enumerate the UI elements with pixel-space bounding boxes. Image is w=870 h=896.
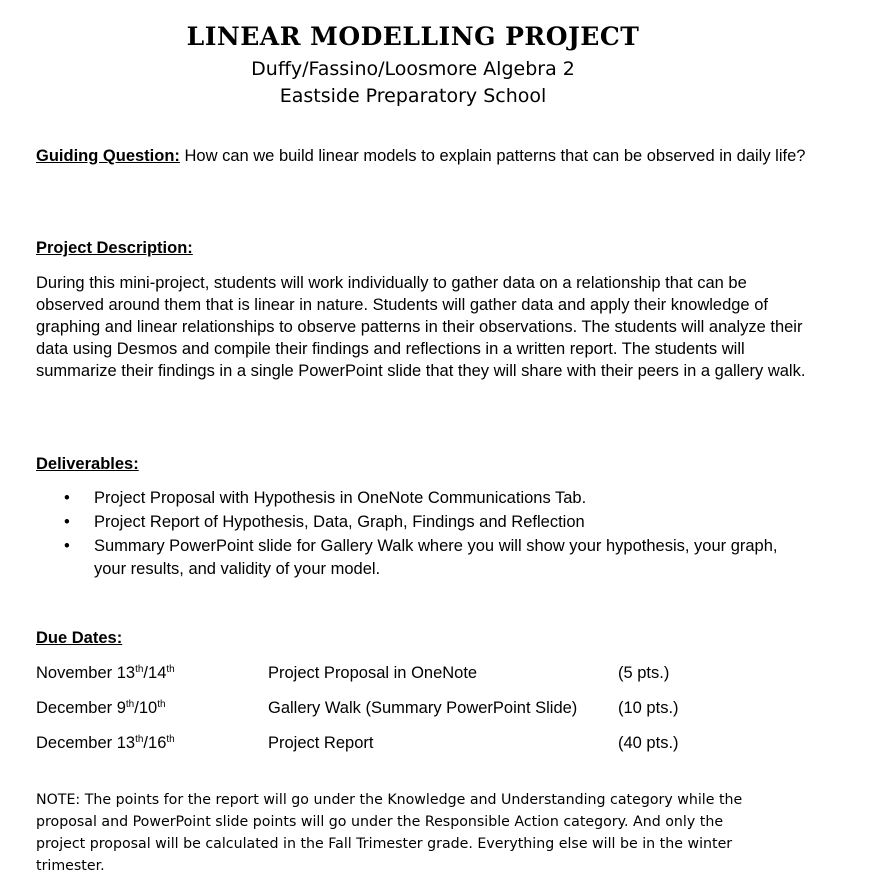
due-dates-heading xyxy=(36,627,806,649)
guiding-question-label: Guiding Question: xyxy=(36,147,180,165)
document-title: LINEAR MODELLING PROJECT xyxy=(186,22,640,51)
list-item xyxy=(36,535,796,580)
due-points: (10 pts.) xyxy=(618,699,679,717)
bullet-icon: • xyxy=(64,489,70,507)
due-date: December 13th/16th xyxy=(36,734,175,752)
due-date: November 13th/14th xyxy=(36,664,175,682)
due-date-row xyxy=(36,661,796,685)
section-heading: Due Dates: xyxy=(36,629,123,647)
list-item xyxy=(36,487,796,510)
bullet-icon: • xyxy=(64,513,70,531)
school-subtitle: Eastside Preparatory School xyxy=(279,85,547,107)
list-item-text: Project Proposal with Hypothesis in OneNote Communications Tab. xyxy=(94,489,587,507)
project-description-heading xyxy=(36,237,806,259)
deliverables-list xyxy=(36,487,796,582)
section-heading: Project Description: xyxy=(36,239,193,257)
guiding-question xyxy=(36,145,806,167)
due-task: Gallery Walk (Summary PowerPoint Slide) xyxy=(268,699,578,717)
section-heading: Deliverables: xyxy=(36,455,139,473)
list-item-text: Project Report of Hypothesis, Data, Graph, Findings and Reflection xyxy=(94,513,585,531)
due-date: December 9th/10th xyxy=(36,699,166,717)
due-task: Project Proposal in OneNote xyxy=(268,664,478,682)
grading-note: NOTE: The points for the report will go under the Knowledge and Understanding category while the proposal and PowerPoint slide points will go under the Responsible Action category. And only the project proposal will be calculated in the Fall Trimester grade. Everything else will be in the winter trimester. xyxy=(36,792,743,874)
bullet-icon: • xyxy=(64,537,70,555)
deliverables-heading xyxy=(36,453,806,475)
due-points: (40 pts.) xyxy=(618,734,679,752)
list-item xyxy=(36,511,796,534)
guiding-question-text: How can we build linear models to explain patterns that can be observed in daily life? xyxy=(179,147,806,165)
due-task: Project Report xyxy=(268,734,374,752)
project-description-text: During this mini-project, students will work individually to gather data on a relationship that can be observed around them that is linear in nature. Students will gather data and apply their knowledge of graphing and linear relationships to observe patterns in their observations. The students will analyze their data using Desmos and compile their findings and reflections in a written report. The students will summarize their findings in a single PowerPoint slide that they will share with their peers in a gallery walk. xyxy=(36,274,806,380)
list-item-text: Summary PowerPoint slide for Gallery Walk where you will show your hypothesis, your graph, your results, and validity of your model. xyxy=(94,537,778,578)
due-points: (5 pts.) xyxy=(618,664,670,682)
due-date-row xyxy=(36,731,796,755)
due-date-row xyxy=(36,696,796,720)
course-subtitle: Duffy/Fassino/Loosmore Algebra 2 xyxy=(251,58,575,80)
